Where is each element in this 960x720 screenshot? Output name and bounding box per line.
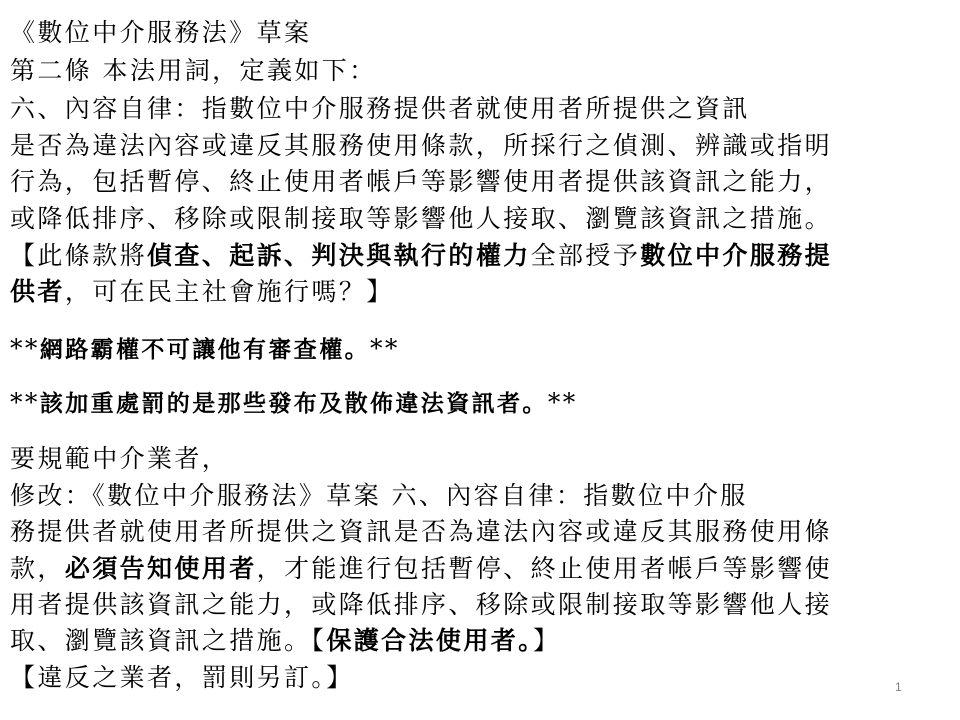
commentary-text: 【此條款將 — [10, 241, 148, 270]
note-line-1 — [10, 333, 400, 366]
commentary-emphasis: 偵查、起訴、判決與執行的權力 — [147, 241, 531, 270]
definition-line-3: 行為，包括暫停、終止使用者帳戶等影響使用者提供該資訊之能力， — [10, 167, 833, 196]
note-text: 該加重處罰的是那些發布及散佈違法資訊者。 — [39, 391, 548, 417]
definition-line-4: 或降低排序、移除或限制接取等影響他人接取、瀏覽該資訊之措施。 — [10, 204, 833, 233]
note-asterisks: ** — [370, 334, 400, 363]
proposal-line-2: 務提供者就使用者所提供之資訊是否為違法內容或違反其服務使用條 — [10, 517, 833, 546]
proposal-line-6: 【違反之業者，罰則另訂。】 — [10, 663, 354, 692]
proposal-line-5 — [10, 625, 560, 656]
proposal-intro: 要規範中介業者， — [10, 444, 230, 473]
document-title: 《數位中介服務法》草案 — [10, 18, 312, 47]
proposal-text: 取、瀏覽該資訊之措施。【 — [10, 626, 327, 655]
note-line-2 — [10, 387, 578, 420]
proposal-line-3 — [10, 553, 832, 584]
commentary-emphasis: 數位中介服務提 — [640, 241, 833, 270]
proposal-line-1: 修改：《數位中介服務法》草案 六、內容自律：指數位中介服 — [10, 481, 748, 510]
proposal-text: ，才能進行包括暫停、終止使用者帳戶等影響使 — [256, 554, 833, 583]
article-heading: 第二條 本法用詞，定義如下： — [10, 56, 377, 85]
proposal-emphasis: 必須告知使用者 — [64, 554, 257, 583]
commentary-emphasis: 供者 — [10, 277, 65, 306]
note-asterisks: ** — [10, 334, 40, 363]
commentary-line-2 — [10, 276, 394, 307]
definition-line-2: 是否為違法內容或違反其服務使用條款，所採行之偵測、辨識或指明 — [10, 131, 833, 160]
note-asterisks: ** — [10, 388, 40, 417]
commentary-text: 全部授予 — [530, 241, 641, 270]
definition-line-1: 六、內容自律：指數位中介服務提供者就使用者所提供之資訊 — [10, 94, 750, 123]
page-number: 1 — [895, 680, 902, 694]
proposal-line-4: 用者提供該資訊之能力，或降低排序、移除或限制接取等影響他人接 — [10, 590, 833, 619]
commentary-line-1 — [10, 240, 832, 271]
note-asterisks: ** — [547, 388, 578, 417]
note-text: 網路霸權不可讓他有審查權。 — [39, 337, 371, 363]
proposal-emphasis: 保護合法使用者。 — [326, 626, 534, 655]
proposal-text: 】 — [533, 626, 561, 655]
proposal-text: 款， — [10, 554, 65, 583]
commentary-text: ，可在民主社會施行嗎？】 — [64, 277, 394, 306]
